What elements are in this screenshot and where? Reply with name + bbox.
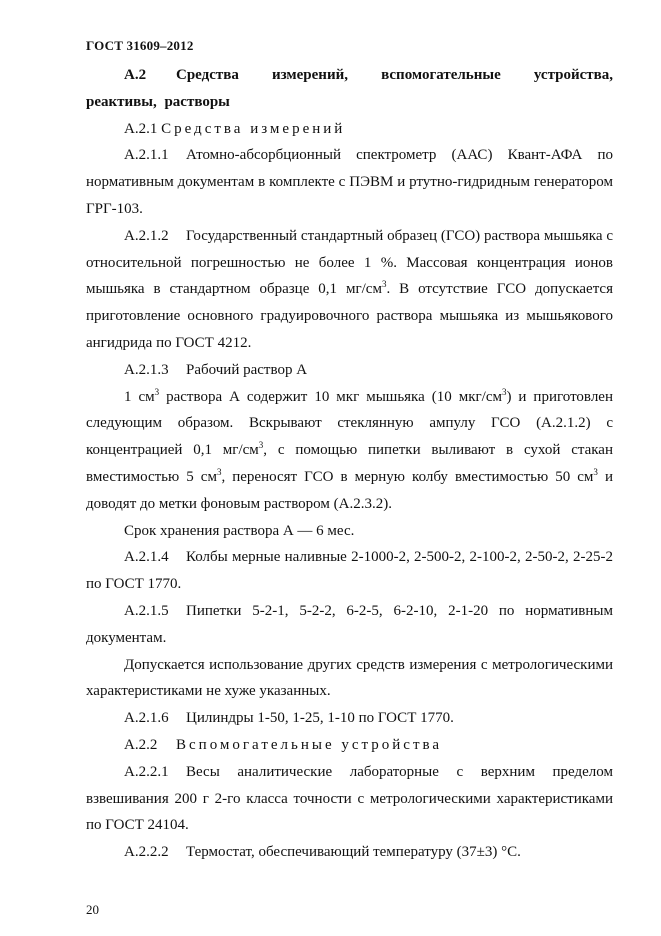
superscript: 3	[258, 440, 264, 451]
paragraph-a216	[86, 705, 613, 732]
superscript: 3	[593, 466, 598, 477]
clause-number: А.2.1.3	[124, 361, 169, 378]
superscript: 3	[501, 386, 507, 397]
clause-text: Цилиндры 1-50, 1-25, 1-10 по ГОСТ 1770.	[186, 710, 454, 727]
clause-text: , с помощью пипетки выливают в сухой стакан вместимостью 5 см	[86, 442, 613, 485]
document-content	[86, 62, 613, 866]
paragraph-allowance: Допускается использование других средств измерения с метрологическими характеристиками не хуже указанных.	[86, 656, 613, 700]
subsection-title: Вспомогательные устройства	[176, 736, 443, 753]
clause-number: А.2.1.1	[124, 147, 169, 164]
clause-text: Атомно-абсорбционный спектрометр (ААС) Квант-АФА по нормативным документам в комплекте с ПЭВМ и ртутно-гидридным генератором ГРГ-103.	[86, 147, 613, 217]
clause-title: Рабочий раствор А	[186, 361, 308, 378]
superscript: 3	[216, 466, 222, 477]
clause-number: А.2.1.4	[124, 549, 169, 566]
subsection-number: А.2.1	[124, 120, 158, 137]
superscript: 3	[154, 386, 160, 397]
subsection-heading-a21	[86, 116, 613, 143]
page-number: 20	[86, 902, 99, 917]
paragraph-storage: Срок хранения раствора А — 6 мес.	[124, 522, 355, 539]
clause-text: Пипетки 5-2-1, 5-2-2, 6-2-5, 6-2-10, 2-1-20 по нормативным документам.	[86, 602, 613, 646]
clause-text: Государственный стандартный образец (ГСО) раствора мышьяка с относительной погрешностью не более 1 %. Массовая концентрация ионов мышьяка в стандартном образце 0,1 мг/см	[86, 227, 613, 298]
superscript: 3	[381, 279, 387, 290]
paragraph-a211	[86, 142, 613, 222]
clause-text: Колбы мерные наливные 2-1000-2, 2-500-2, 2-100-2, 2-50-2, 2-25-2 по ГОСТ 1770.	[86, 549, 613, 593]
clause-text: Весы аналитические лабораторные с верхним пределом взвешивания 200 г 2-го класса точности с метрологическими характеристиками по ГОСТ 24104.	[86, 763, 613, 834]
paragraph-a215	[86, 598, 613, 652]
clause-text: ) и приготовлен следующим образом. Вскрывают стеклянную ампулу ГСО (А.2.1.2) с концентрацией 0,1 мг/см	[86, 388, 613, 459]
clause-text: . В отсутствие ГСО допускается приготовление основного градуировочного раствора мышьяка из мышьякового ангидрида по ГОСТ 4212.	[86, 281, 613, 351]
clause-text: , переносят ГСО в мерную колбу вместимостью 50 см	[221, 468, 594, 485]
clause-text: раствора А содержит 10 мкг мышьяка (10 мкг/см	[159, 388, 502, 405]
paragraph-a221	[86, 759, 613, 839]
section-title: Средства измерений, вспомогательные устройства, реактивы, растворы	[86, 67, 613, 110]
section-heading	[86, 62, 613, 116]
clause-text: и доводят до метки фоновым раствором (А.2.3.2).	[86, 468, 613, 512]
paragraph-a213-heading	[86, 357, 613, 384]
clause-number: А.2.1.2	[124, 227, 169, 244]
paragraph-a213-body	[86, 384, 613, 518]
clause-number: А.2.2.2	[124, 844, 169, 861]
paragraph-a212	[86, 223, 613, 357]
clause-text: 1 см	[124, 388, 155, 405]
clause-number: А.2.2.1	[124, 763, 169, 780]
document-header: ГОСТ 31609–2012	[86, 38, 194, 53]
clause-number: А.2.1.6	[124, 710, 169, 727]
paragraph-a222	[86, 839, 613, 866]
paragraph-a214	[86, 544, 613, 598]
section-number: А.2	[124, 67, 147, 83]
clause-text: Термостат, обеспечивающий температуру (37±3) °С.	[186, 844, 521, 861]
subsection-number: А.2.2	[124, 736, 158, 753]
subsection-heading-a22	[86, 732, 613, 759]
subsection-title: Средства измерений	[161, 120, 346, 137]
clause-number: А.2.1.5	[124, 602, 169, 619]
